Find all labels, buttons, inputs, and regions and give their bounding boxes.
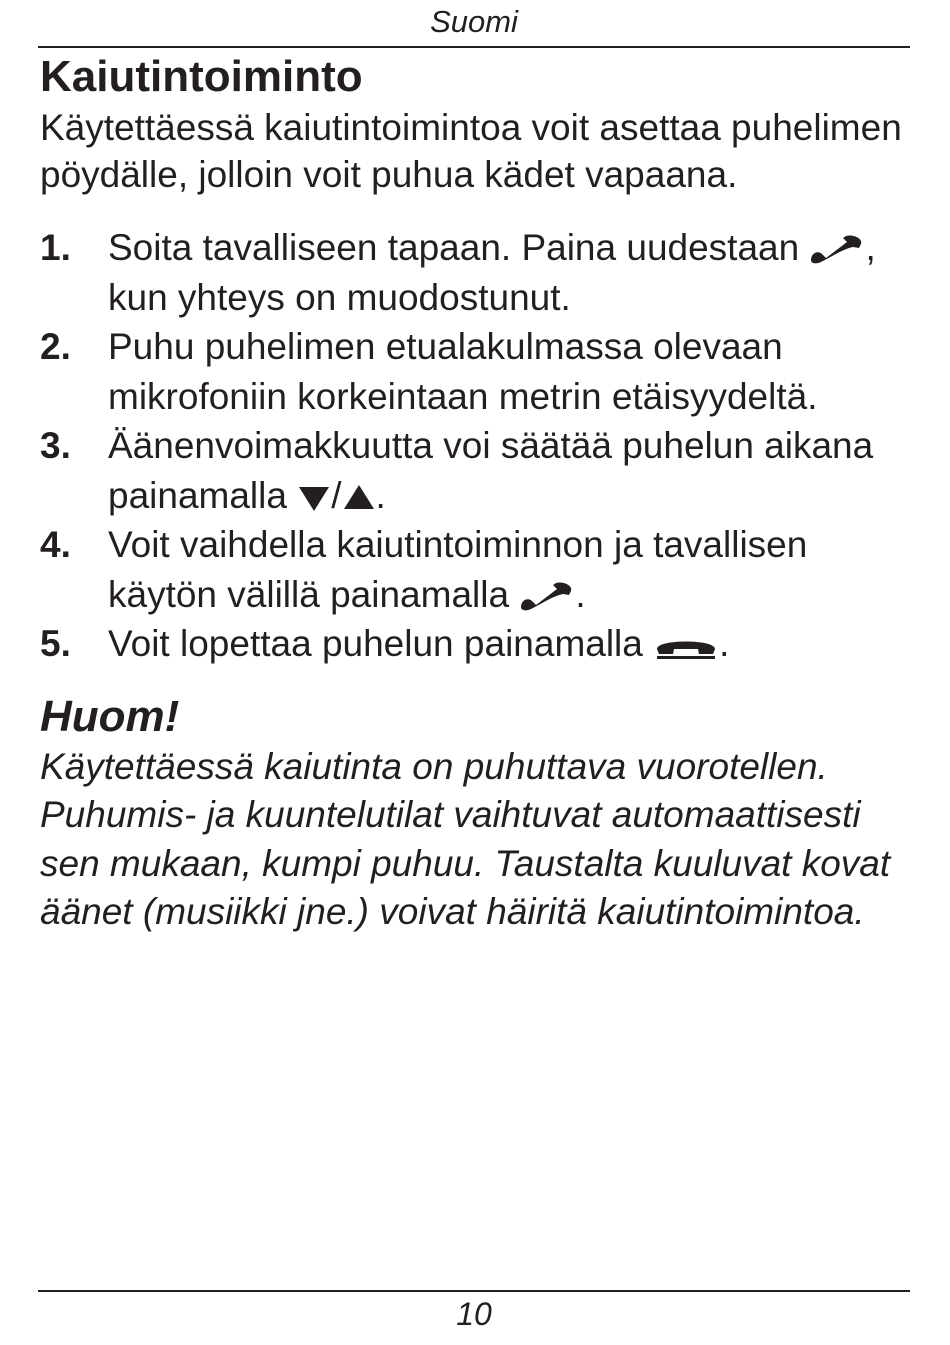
step-item	[40, 322, 912, 421]
step-item	[40, 619, 912, 669]
call-icon	[519, 581, 575, 611]
step-text: .	[375, 474, 386, 516]
note-paragraph: Käytettäessä kaiutinta on puhuttava vuorotellen. Puhumis- ja kuuntelutilat vaihtuvat automaattisesti sen mukaan, kumpi puhuu. Taustalta kuuluvat kovat äänet (musiikki jne.) voivat häiritä kaiutintoimintoa.	[40, 745, 891, 932]
step-text: .	[575, 573, 586, 615]
step-number: 5.	[40, 623, 71, 664]
end-call-icon	[653, 636, 719, 660]
step-item	[40, 223, 912, 322]
section-title: Kaiutintoiminto	[40, 52, 363, 101]
step-text: Voit vaihdella kaiutintoiminnon ja tavallisen käytön välillä painamalla	[108, 524, 808, 615]
step-number: 3.	[40, 425, 71, 466]
page-footer	[38, 1290, 910, 1332]
page-header	[38, 0, 910, 48]
page-number: 10	[456, 1296, 492, 1332]
step-item	[40, 520, 912, 619]
step-item	[40, 421, 912, 520]
volume-up-icon	[342, 484, 376, 512]
step-number: 1.	[40, 227, 71, 268]
step-text: Voit lopettaa puhelun painamalla	[108, 623, 654, 664]
step-text: Äänenvoimakkuutta voi säätää puhelun aikana painamalla	[108, 425, 874, 516]
step-text: .	[719, 623, 730, 664]
note-title: Huom!	[40, 691, 180, 741]
header-language: Suomi	[430, 4, 518, 39]
step-text: Soita tavalliseen tapaan. Paina uudestaan	[108, 227, 810, 268]
volume-down-icon	[297, 484, 331, 512]
step-separator: /	[331, 474, 342, 516]
intro-paragraph: Käytettäessä kaiutintoimintoa voit asettaa puhelimen pöydälle, jolloin voit puhua kädet vapaana.	[40, 107, 902, 195]
call-icon	[809, 234, 865, 264]
step-number: 4.	[40, 524, 71, 565]
step-text: , kun yhteys on muodostunut.	[108, 227, 876, 318]
step-number: 2.	[40, 326, 71, 367]
steps-list	[40, 223, 912, 669]
step-text: Puhu puhelimen etualakulmassa olevaan mikrofoniin korkeintaan metrin etäisyydeltä.	[108, 326, 818, 417]
page-content	[40, 50, 912, 937]
